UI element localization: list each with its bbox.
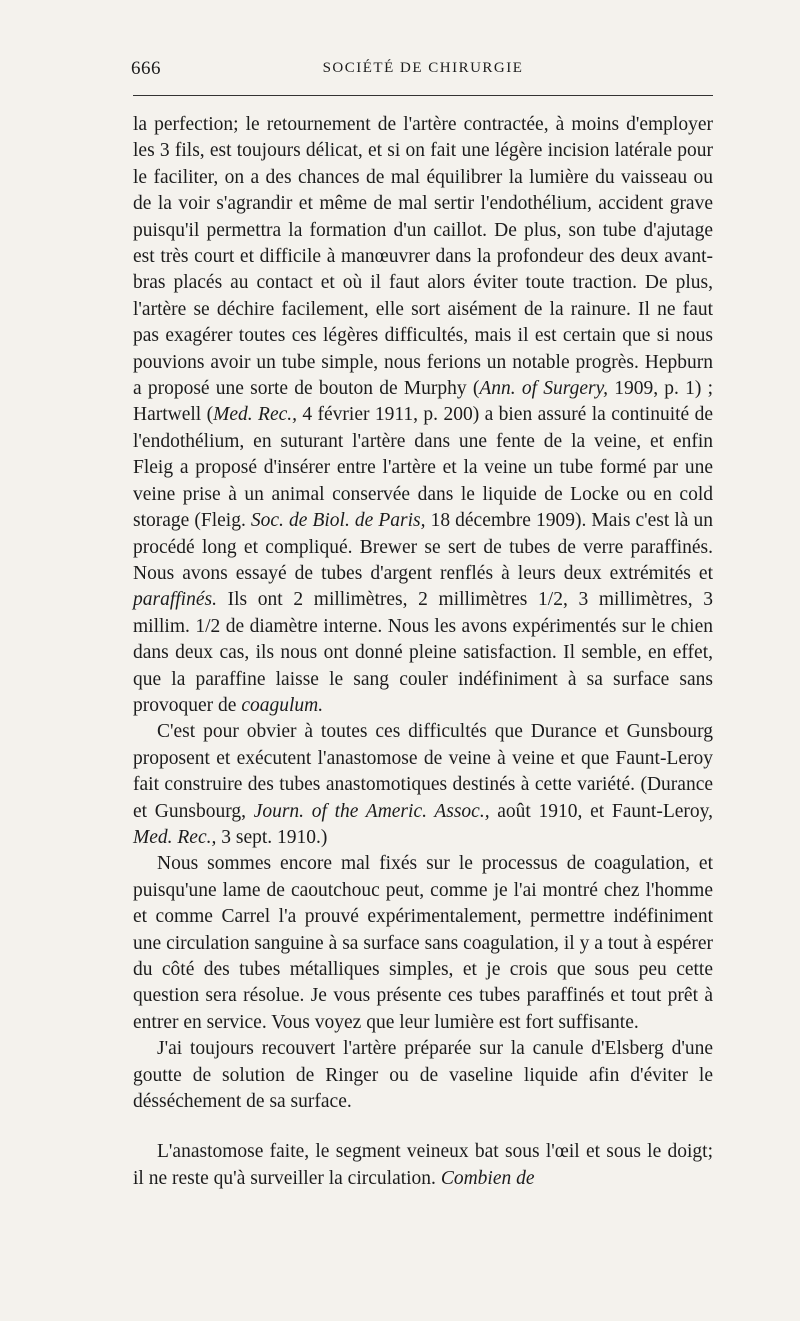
text-run: 4 février 1911, p. 200) a bien assuré la continuité de l'endothélium, en suturant l'artère dans une fente de la veine, et enfin Fleig a proposé d'insérer entre l'artère et la veine un tube formé par une veine prise à un animal conservée dans le liquide de Locke ou en cold storage (Fleig. bbox=[133, 404, 713, 532]
paragraph-1 bbox=[133, 112, 713, 719]
text-run: J'ai toujours recouvert l'artère préparée sur la canule d'Elsberg d'une goutte de solution de Ringer ou de vaseline liquide afin d'éviter le désséchement de sa surface. bbox=[133, 1038, 713, 1113]
emphasis: Combien de bbox=[440, 1167, 535, 1189]
text-run: C'est pour obvier à toutes ces difficultés que Durance et Gunsbourg proposent et exécutent l'anastomose de veine à veine et que Faunt-Leroy fait construire des tubes anastomotiques destinés à cette variété. (Durance et Gunsbourg, bbox=[133, 721, 713, 822]
page-header bbox=[131, 58, 715, 88]
citation-journal: Med. Rec., bbox=[133, 826, 217, 848]
page-number: 666 bbox=[131, 58, 161, 79]
paragraph-3 bbox=[133, 851, 713, 1036]
paragraph-4 bbox=[133, 1036, 713, 1115]
citation-journal: Med. Rec., bbox=[213, 404, 297, 426]
citation-journal: Ann. of Surgery, bbox=[479, 378, 609, 400]
emphasis: coagulum. bbox=[241, 694, 324, 716]
paragraph-5 bbox=[133, 1139, 713, 1192]
running-head: SOCIÉTÉ DE CHIRURGIE bbox=[322, 60, 524, 76]
paragraph-2 bbox=[133, 719, 713, 851]
citation-journal: Soc. de Biol. de Paris, bbox=[250, 510, 426, 532]
text-run: 18 décembre 1909). Mais c'est là un procédé long et compliqué. Brewer se sert de tubes de verre paraffinés. Nous avons essayé de tubes d'argent renflés à leurs deux extrémités et bbox=[133, 510, 714, 584]
body-text bbox=[133, 112, 713, 1192]
text-run: la perfection; le retournement de l'artère contractée, à moins d'employer les 3 fils, est toujours délicat, et si on fait une légère incision latérale pour le faciliter, on a des chances de mal équilibrer la lumière du vaisseau ou de la voir s'agrandir et même de mal sertir l'endothélium, accident grave puisqu'il permettra la formation d'un caillot. De plus, son tube d'ajutage est très court et difficile à manœuvrer dans la profondeur des deux avant-bras placés au contact et où il faut alors éviter toute traction. De plus, l'artère se déchire facilement, elle sort aisément de la rainure. Il ne faut pas exagérer toutes ces légères difficultés, mais il est certain que si nous pouvions avoir un tube simple, nous ferions un notable progrès. Hepburn a proposé une sorte de bouton de Murphy ( bbox=[133, 114, 713, 400]
text-run: L'anastomose faite, le segment veineux bat sous l'œil et sous le doigt; il ne reste qu'à surveiller la circulation. bbox=[133, 1141, 713, 1189]
header-rule bbox=[133, 95, 713, 96]
text-run: Ils ont 2 millimètres, 2 millimètres 1/2, 3 millimètres, 3 millim. 1/2 de diamètre interne. Nous les avons expérimentés sur le chien dans deux cas, ils nous ont donné pleine satisfaction. Il semble, en effet, que la paraffine laisse le sang couler indéfiniment à sa surface sans provoquer de bbox=[133, 589, 713, 716]
text-run: Nous sommes encore mal fixés sur le processus de coagulation, et puisqu'une lame de caoutchouc peut, comme je l'ai montré chez l'homme et comme Carrel l'a prouvé expérimentalement, permettre indéfiniment une circulation sanguine à sa surface sans coagulation, il y a tout à espérer du côté des tubes métalliques simples, et je crois que sous peu cette question sera résolue. Je vous présente ces tubes paraffinés et tout prêt à entrer en service. Vous voyez que leur lumière est fort suffisante. bbox=[133, 853, 713, 1033]
citation-journal: Journ. of the Americ. Assoc., bbox=[253, 800, 490, 822]
text-run: 3 sept. 1910.) bbox=[216, 826, 328, 848]
text-run: 1909, p. 1) ; Hartwell ( bbox=[133, 378, 713, 426]
emphasis: paraffinés. bbox=[133, 589, 217, 611]
text-run: août 1910, et Faunt-Leroy, bbox=[489, 800, 713, 822]
